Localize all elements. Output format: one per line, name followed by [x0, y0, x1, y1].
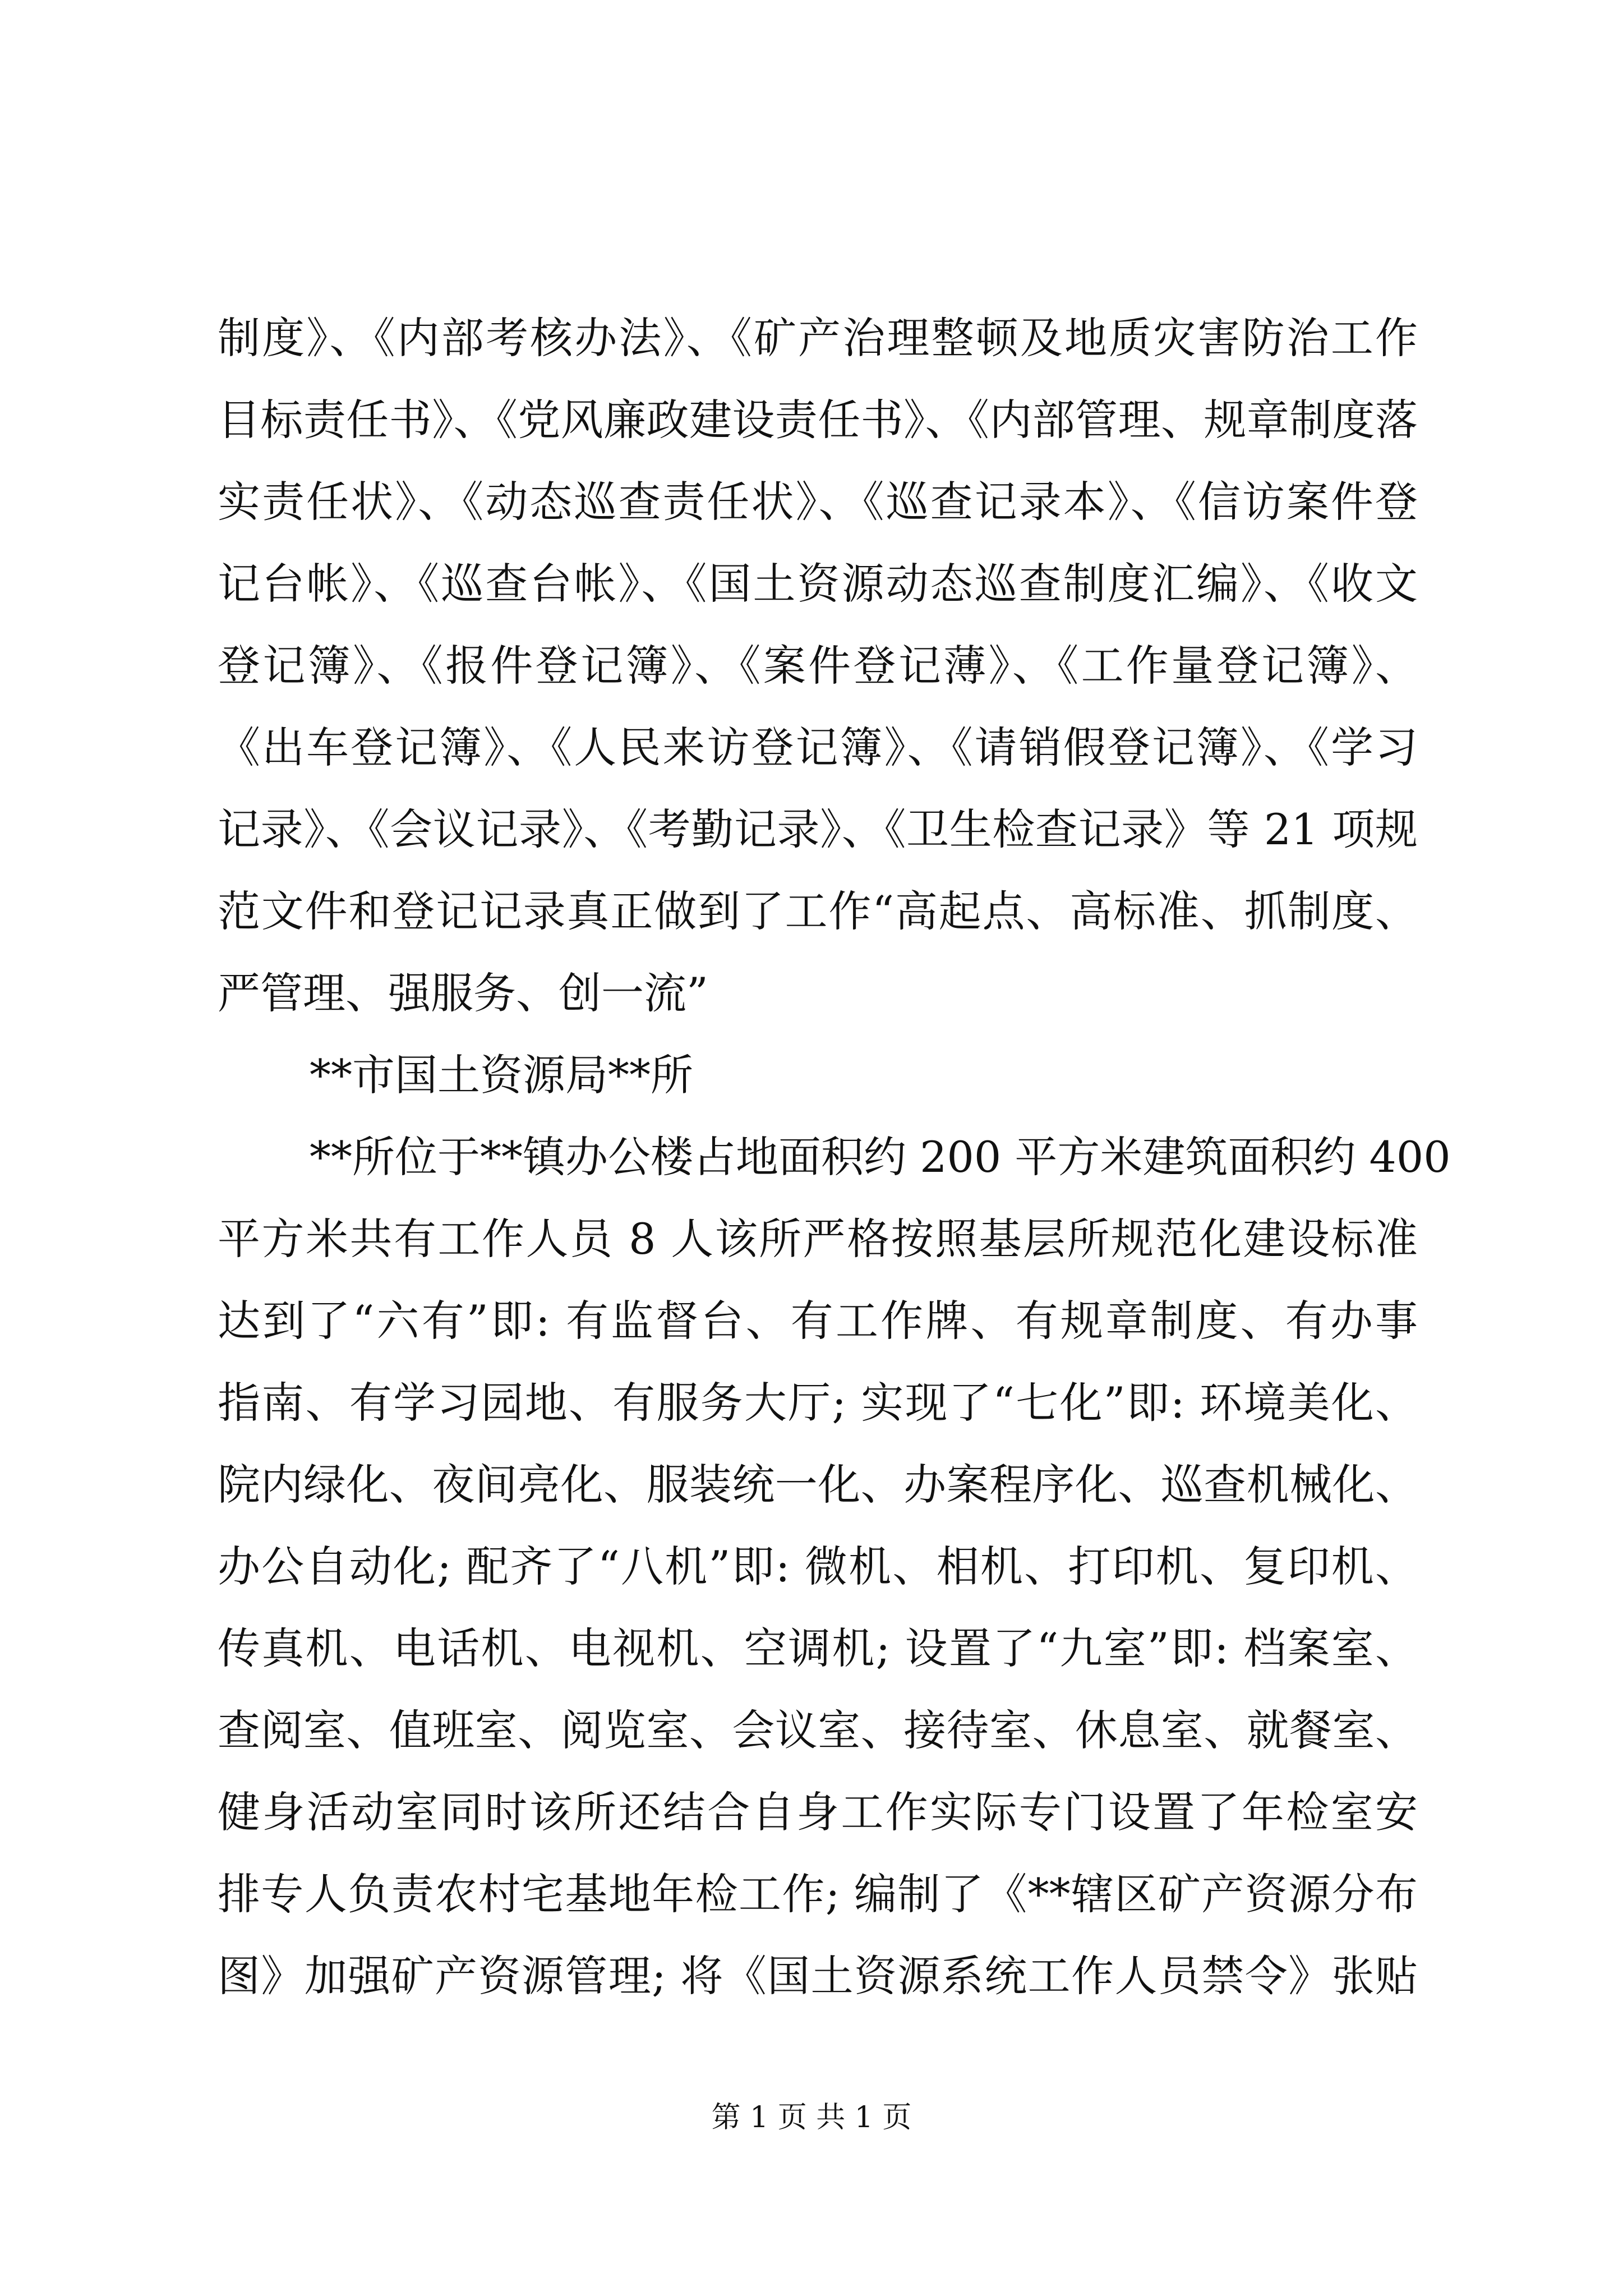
text-line: 排专人负责农村宅基地年检工作; 编制了《**辖区矿产资源分布	[218, 1869, 1418, 1919]
text-line: 制度》、《内部考核办法》、《矿产治理整顿及地质灾害防治工作	[218, 313, 1418, 363]
page-number-label: 第 1 页 共 1 页	[711, 2101, 912, 2134]
text-line: 记录》、《会议记录》、《考勤记录》、《卫生检查记录》等 21 项规	[218, 804, 1418, 854]
text-line: 登记簿》、《报件登记簿》、《案件登记薄》、《工作量登记簿》、	[218, 641, 1418, 691]
text-line: 办公自动化; 配齐了“八机”即: 微机、相机、打印机、复印机、	[218, 1542, 1418, 1591]
text-line: **所位于**镇办公楼占地面积约 200 平方米建筑面积约 400	[310, 1132, 1451, 1182]
text-line: 院内绿化、夜间亮化、服装统一化、办案程序化、巡查机械化、	[218, 1460, 1418, 1510]
text-line: 达到了“六有”即: 有监督台、有工作牌、有规章制度、有办事	[218, 1296, 1418, 1346]
text-line: 实责任状》、《动态巡查责任状》、《巡查记录本》、《信访案件登	[218, 477, 1418, 527]
text-line: 健身活动室同时该所还结合自身工作实际专门设置了年检室安	[218, 1787, 1418, 1837]
body-text	[218, 297, 1451, 2017]
text-line: 《出车登记簿》、《人民来访登记簿》、《请销假登记簿》、《学习	[218, 723, 1418, 772]
text-line: 指南、有学习园地、有服务大厅; 实现了“七化”即: 环境美化、	[218, 1378, 1418, 1428]
text-line: 严管理、强服务、创一流”	[218, 968, 708, 1018]
text-line: 范文件和登记记录真正做到了工作“高起点、高标准、抓制度、	[218, 886, 1418, 936]
text-line: 图》加强矿产资源管理; 将《国土资源系统工作人员禁令》张贴	[218, 1951, 1418, 2001]
text-line: 传真机、电话机、电视机、空调机; 设置了“九室”即: 档案室、	[218, 1623, 1418, 1673]
text-line: 平方米共有工作人员 8 人该所严格按照基层所规范化建设标准	[218, 1214, 1418, 1264]
section-heading: **市国土资源局**所	[310, 1050, 693, 1100]
page-footer	[0, 2098, 1623, 2137]
text-line: 查阅室、值班室、阅览室、会议室、接待室、休息室、就餐室、	[218, 1705, 1418, 1755]
text-line: 记台帐》、《巡查台帐》、《国土资源动态巡查制度汇编》、《收文	[218, 559, 1418, 609]
text-line: 目标责任书》、《党风廉政建设责任书》、《内部管理、规章制度落	[218, 395, 1418, 445]
